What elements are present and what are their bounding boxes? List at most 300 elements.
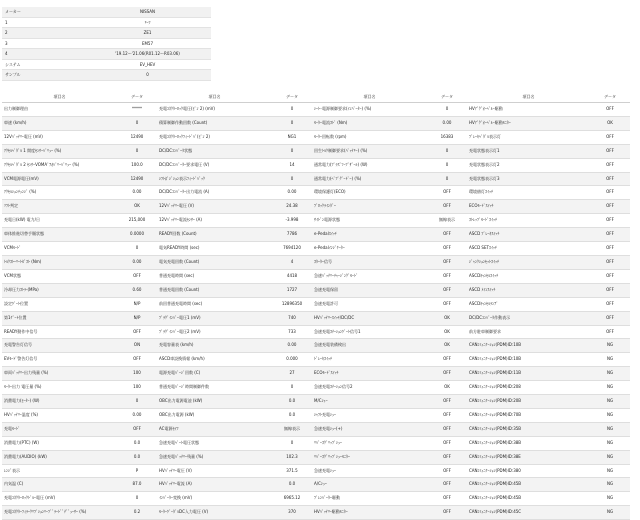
item-value-cell: NG — [590, 367, 630, 381]
item-name-cell: 充電状態表示灯2 — [467, 158, 590, 172]
item-name-cell: 充電ｺﾈｸﾀｰﾛｯｸ電圧(ﾋﾟﾝ 2) (mV) — [157, 103, 272, 117]
column-header-item: 項目名 — [157, 92, 272, 103]
item-name-cell: 充電ﾓｰﾄﾞ — [2, 422, 117, 436]
item-value-cell: OFF — [117, 269, 157, 283]
item-value-cell: NG — [590, 506, 630, 520]
info-label: 3 — [2, 38, 84, 49]
item-name-cell: 充電ｺﾈｸﾀｰﾛｯｸﾄﾞﾙｰ電圧 (mV) — [2, 492, 117, 506]
item-name-cell: ﾓｰﾀｰｹﾞｰﾀﾞﾙDC入力電圧 (V) — [157, 506, 272, 520]
item-name-cell: ｻｲﾄﾞﾝ電源状態 — [312, 214, 427, 228]
item-name-cell: 冷却圧力ｽﾄﾗ-(MPa) — [2, 283, 117, 297]
table-row — [2, 506, 630, 520]
item-value-cell: OFF — [427, 506, 467, 520]
item-name-cell: 出力制御理由 — [2, 103, 117, 117]
item-value-cell: OFF — [590, 297, 630, 311]
item-value-cell: 0.0 — [272, 408, 312, 422]
item-value-cell: NG — [590, 339, 630, 353]
item-value-cell: OK — [427, 311, 467, 325]
item-value-cell: 0.00 — [117, 186, 157, 200]
info-value: NISSAN — [84, 7, 211, 17]
item-name-cell: ﾌﾟﾗｸﾞｲﾝﾊﾞｰ電圧1 (mV) — [157, 311, 272, 325]
column-header-data: データ — [117, 92, 157, 103]
item-name-cell: ﾌﾟﾚﾝﾊﾞｰﾀｰ駆動 — [312, 492, 427, 506]
item-name-cell: 第1ｹﾞｰﾄ位置 — [2, 311, 117, 325]
item-value-cell: 0 — [427, 103, 467, 117]
item-name-cell: 消費電力(ﾋｰﾀｰ) (W) — [2, 395, 117, 409]
item-name-cell: 通常電力(ﾌﾟﾗｽﾞﾏｰﾌﾞｻﾞｰﾙ) (W) — [312, 158, 427, 172]
info-row — [2, 59, 211, 70]
item-name-cell: 電気充電回数 (Count) — [157, 255, 272, 269]
item-name-cell: HVﾊﾞｯﾃﾘｰｽｲｯﾁ/DC/DC — [312, 311, 427, 325]
item-name-cell: 前方駐車制御要求 — [467, 325, 590, 339]
item-name-cell: ﾌﾞﾛｯｸﾗｲﾝﾀﾞｰ — [312, 200, 427, 214]
table-row — [2, 297, 630, 311]
info-row — [2, 49, 211, 60]
item-value-cell: 0 — [272, 103, 312, 117]
item-name-cell: 充電ｺﾈｸﾀｰﾛｯｸﾌｨｰﾄﾞﾊﾞ(ﾋﾟﾝ 2) — [157, 130, 272, 144]
vehicle-info-body — [2, 7, 211, 80]
item-name-cell: 急速充電ｼｭｰ(+) — [312, 422, 427, 436]
item-name-cell: ASCD ﾌﾞﾚｰｷｽｲｯﾁ — [467, 228, 590, 242]
item-value-cell: NG — [590, 478, 630, 492]
info-value: '19.12〜'21.06(R01.12〜R03.06) — [84, 49, 211, 60]
item-name-cell: ﾚﾝｼﾞ表示 — [2, 464, 117, 478]
item-value-cell: OFF — [427, 492, 467, 506]
item-value-cell: -3.998 — [272, 214, 312, 228]
item-value-cell: OK — [427, 339, 467, 353]
item-value-cell: OFF — [590, 103, 630, 117]
item-value-cell: 0.60 — [117, 283, 157, 297]
item-name-cell: 12Vﾊﾞｯﾃﾘｰ電流ｾﾝｻｰ (A) — [157, 214, 272, 228]
item-name-cell: ｱｸｾﾙﾍﾟﾀﾞﾙ 2 ｾﾝｻｰVOMAﾟﾌｵﾊﾟﾘｰﾊﾞﾘｭｰ (%) — [2, 158, 117, 172]
item-value-cell: NG — [590, 381, 630, 395]
item-value-cell: N/P — [117, 297, 157, 311]
item-value-cell: 0 — [427, 144, 467, 158]
item-value-cell: OFF — [427, 200, 467, 214]
item-value-cell: OFF — [590, 242, 630, 256]
item-value-cell: OFF — [590, 130, 630, 144]
item-name-cell: 前回普通充電時間 (sec) — [157, 297, 272, 311]
item-name-cell: HVﾊﾞｯﾃﾘｰ駆動ﾓﾆﾀｰ — [312, 506, 427, 520]
table-row — [2, 200, 630, 214]
item-value-cell: OFF — [590, 172, 630, 186]
item-name-cell: DC/DCｺﾝﾊﾞｰﾀｰ出力電流 (A) — [157, 186, 272, 200]
item-value-cell: OFF — [427, 436, 467, 450]
item-value-cell: 0.00 — [117, 408, 157, 422]
table-header-row — [2, 92, 630, 103]
table-row — [2, 450, 630, 464]
item-name-cell: 通常電力(ﾍﾞﾌﾟｸﾞｰﾄﾞｰ) (%) — [312, 172, 427, 186]
item-value-cell: 0 — [272, 381, 312, 395]
item-value-cell: 7694120 — [272, 242, 312, 256]
item-value-cell: 0 — [272, 144, 312, 158]
item-value-cell: 0 — [272, 436, 312, 450]
item-value-cell: 0.00 — [427, 116, 467, 130]
item-value-cell: NG — [590, 436, 630, 450]
item-name-cell: 消費電力(PTC) (W) — [2, 436, 117, 450]
item-name-cell: 急速充電装備検出 — [312, 339, 427, 353]
item-name-cell: CANｺﾐｭﾆｹｰｼｮﾝ(PDM)ID:380 — [467, 464, 590, 478]
item-name-cell: 積算制御作動回数 (Count) — [157, 116, 272, 130]
item-name-cell: 充電容量表 (km/h) — [157, 339, 272, 353]
data-monitor-table — [2, 92, 630, 520]
table-row — [2, 492, 630, 506]
item-name-cell: e-Pedalｲﾝｼﾞｹｰﾀｰ — [312, 242, 427, 256]
table-row — [2, 144, 630, 158]
item-value-cell: NG1 — [272, 130, 312, 144]
item-name-cell: DC/DCｺﾝﾊﾞｰﾀ作動表示 — [467, 311, 590, 325]
info-label: 2 — [2, 28, 84, 39]
item-name-cell: 消費電力(AUDIO) (kW) — [2, 450, 117, 464]
table-row — [2, 367, 630, 381]
item-value-cell: OK — [590, 116, 630, 130]
item-value-cell: OFF — [590, 186, 630, 200]
table-row — [2, 395, 630, 409]
item-value-cell: OFF — [590, 144, 630, 158]
column-header-item: 項目名 — [312, 92, 427, 103]
item-name-cell: ASCD ﾒｲﾝｽｲｯﾁ — [467, 283, 590, 297]
item-value-cell: OFF — [427, 283, 467, 297]
item-value-cell: 無線表示 — [272, 422, 312, 436]
item-name-cell: AC電源ｾｲﾌ — [157, 422, 272, 436]
item-value-cell: 0 — [117, 116, 157, 130]
item-value-cell: 733 — [272, 325, 312, 339]
item-name-cell: CANｺﾐｭﾆｹｰｼｮﾝ(PDM)ID:11B — [467, 367, 590, 381]
item-value-cell: NG — [590, 422, 630, 436]
item-name-cell: 急速充電ﾍﾟｰﾄ電圧状態 — [157, 436, 272, 450]
item-value-cell: 102.3 — [272, 450, 312, 464]
item-name-cell: ASCDｷｬﾝｾﾙｽｲｯﾁ — [467, 269, 590, 283]
item-name-cell: 普通充電時間 (sec) — [157, 269, 272, 283]
item-value-cell: 87.0 — [117, 478, 157, 492]
item-value-cell: 無線表示 — [427, 214, 467, 228]
item-name-cell: VCMﾓｰﾄﾞ — [2, 242, 117, 256]
table-row — [2, 408, 630, 422]
item-value-cell: N/P — [117, 311, 157, 325]
item-value-cell: 0 — [427, 158, 467, 172]
item-value-cell: OFF — [117, 353, 157, 367]
item-value-cell: 12490 — [117, 172, 157, 186]
item-name-cell: 電源充電ﾊﾞｰｼﾞ回数 (C) — [157, 367, 272, 381]
item-name-cell: CANｺﾐｭﾆｹｰｼｮﾝ(PDM)ID:10B — [467, 353, 590, 367]
item-value-cell: OFF — [590, 158, 630, 172]
item-value-cell: 0 — [117, 395, 157, 409]
item-value-cell: 100.0 — [117, 158, 157, 172]
item-value-cell: 16383 — [427, 130, 467, 144]
info-row — [2, 28, 211, 39]
info-label: サンプル — [2, 70, 84, 81]
item-value-cell: OFF — [590, 200, 630, 214]
table-row — [2, 436, 630, 450]
item-name-cell: ｱｸｾﾙｼｮﾝﾁｪﾝｼﾞ (%) — [2, 186, 117, 200]
item-name-cell: ｼﾌﾄﾎﾟｼﾞｼｮﾝ表示ﾌｨｰﾄﾞﾊﾞｯｸ — [157, 172, 272, 186]
item-value-cell: 0.0 — [117, 450, 157, 464]
item-value-cell: OFF — [590, 311, 630, 325]
item-name-cell: ｽﾄﾚｯﾌﾟﾓｰﾄﾞｽｲｯﾁ — [467, 214, 590, 228]
item-value-cell: OFF — [427, 353, 467, 367]
item-value-cell: OFF — [427, 464, 467, 478]
item-name-cell: OBC出力電源電池 (kW) — [157, 395, 272, 409]
table-row — [2, 381, 630, 395]
item-name-cell: 急速充電ｽﾃｰｼｮﾝｹﾞｰﾄ信号1 — [312, 325, 427, 339]
item-name-cell: ｿﾌﾄ判定 — [2, 200, 117, 214]
info-row — [2, 70, 211, 81]
table-row — [2, 464, 630, 478]
item-value-cell: 0 — [427, 172, 467, 186]
item-value-cell: 12896350 — [272, 297, 312, 311]
item-name-cell: M/Cｼｭｰ — [312, 395, 427, 409]
item-name-cell: 普通充電回数 (Count) — [157, 283, 272, 297]
item-name-cell: ｼﾞｬﾝｸｼｮﾝｾｯﾄｽｲｯﾁ — [467, 255, 590, 269]
item-name-cell: ECOﾓｰﾄﾞｽｲｯﾁ — [467, 200, 590, 214]
item-name-cell: 環境値灯ｽｲｯﾁ — [467, 186, 590, 200]
item-name-cell: ｼｬﾌﾄ充電ｼｭｰ — [312, 408, 427, 422]
item-name-cell: OBC出力電源 (kW) — [157, 408, 272, 422]
item-value-cell: 4 — [272, 255, 312, 269]
table-row — [2, 158, 630, 172]
table-row — [2, 130, 630, 144]
item-name-cell: 12Vﾊﾞｯﾃﾘｰ電圧 (V) — [157, 200, 272, 214]
item-name-cell: CANｺﾐｭﾆｹｰｼｮﾝ(PDM)ID:10B — [467, 339, 590, 353]
item-name-cell: ﾄﾙｸｽﾄｰﾘｰﾄｶﾞｽﾄ (Nm) — [2, 255, 117, 269]
item-name-cell: ﾓｰﾀｰ電流ｽﾄﾞ (Nm) — [312, 116, 427, 130]
info-value: ZE1 — [84, 28, 211, 39]
item-value-cell: 0.00 — [117, 255, 157, 269]
item-value-cell: 1727 — [272, 283, 312, 297]
item-name-cell: 車速 (km/h) — [2, 116, 117, 130]
item-name-cell: ｼｰﾄ･電源制御要求(ｲﾝﾊﾞｰﾀｰ) (%) — [312, 103, 427, 117]
item-name-cell: READY動作中信号 — [2, 325, 117, 339]
item-name-cell: 車両ﾊﾞｯﾃﾘｰ出力残量 (%) — [2, 367, 117, 381]
item-name-cell: ﾌﾟﾗｸﾞｲﾝﾊﾞｰ電圧2 (mV) — [157, 325, 272, 339]
column-header-data: データ — [590, 92, 630, 103]
item-name-cell: DC/DCｺﾝﾊﾞｰﾀ状態 — [157, 144, 272, 158]
item-value-cell: OFF — [590, 325, 630, 339]
info-label: システム — [2, 59, 84, 70]
item-name-cell: CANｺﾐｭﾆｹｰｼｮﾝ(PDM)ID:38B — [467, 436, 590, 450]
item-value-cell: 7786 — [272, 228, 312, 242]
item-name-cell: CANｺﾐｭﾆｹｰｼｮﾝ(PDM)ID:70B — [467, 408, 590, 422]
item-name-cell: CANｺﾐｭﾆｹｰｼｮﾝ(PDM)ID:35B — [467, 422, 590, 436]
column-header-item: 項目名 — [467, 92, 590, 103]
item-name-cell: CANｺﾐｭﾆｹｰｼｮﾝ(PDM)ID:38E — [467, 450, 590, 464]
item-name-cell: 急速充電ｼｭｰ — [312, 464, 427, 478]
info-label: 1 — [2, 17, 84, 28]
item-name-cell: 設定ｹﾞｰﾄ位置 — [2, 297, 117, 311]
column-header-item: 項目名 — [2, 92, 117, 103]
item-name-cell: CANｺﾐｭﾆｹｰｼｮﾝ(PDM)ID:45B — [467, 478, 590, 492]
item-name-cell: 環境保護灯(ECO) — [312, 186, 427, 200]
table-row — [2, 422, 630, 436]
item-value-cell: 0.00 — [272, 339, 312, 353]
item-name-cell: ﾓｰﾀｰ出力 電圧量 (%) — [2, 381, 117, 395]
item-name-cell: ﾘﾊﾞｰｽｸﾞﾘｯﾌﾟｼｭｰﾓﾆﾀｰ — [312, 450, 427, 464]
item-value-cell: OFF — [427, 228, 467, 242]
item-name-cell: 急速充電許可 — [312, 297, 427, 311]
item-name-cell: CANｺﾐｭﾆｹｰｼｮﾝ(PDM)ID:45B — [467, 492, 590, 506]
item-value-cell: OFF — [427, 395, 467, 409]
item-value-cell: OFF — [427, 422, 467, 436]
item-value-cell: NG — [590, 464, 630, 478]
table-row — [2, 242, 630, 256]
item-name-cell: 12Vﾊﾞｯﾃﾘｰ電圧 (mV) — [2, 130, 117, 144]
item-value-cell: 0 — [117, 492, 157, 506]
item-name-cell: VCM状態 — [2, 269, 117, 283]
item-value-cell: OFF — [427, 269, 467, 283]
item-value-cell: OFF — [590, 255, 630, 269]
item-value-cell: 24.38 — [272, 200, 312, 214]
item-name-cell: EVﾓｰﾄﾞ警告灯信号 — [2, 353, 117, 367]
item-name-cell: 急速充電ｽﾃｰｼｮﾝ信号2 — [312, 381, 427, 395]
info-value: ﾘｰﾌ — [84, 17, 211, 28]
item-name-cell: CANｺﾐｭﾆｹｰｼｮﾝ(PDM)ID:20B — [467, 395, 590, 409]
item-name-cell: ﾓｰﾀｰ回転数 (rpm) — [312, 130, 427, 144]
item-value-cell: NG — [590, 408, 630, 422]
info-label: 4 — [2, 49, 84, 60]
item-name-cell: 充電状態表示灯3 — [467, 172, 590, 186]
item-value-cell: 12490 — [117, 130, 157, 144]
item-name-cell: 急速充電ﾊﾞｯﾃﾘｰ残量 (%) — [157, 450, 272, 464]
item-value-cell: OFF — [427, 186, 467, 200]
item-name-cell: 充電ｺﾈｸﾀｰﾌｨﾗｰｸﾘﾌﾟｼｮﾝﾘｰﾌﾞﾞﾗｰﾄﾞﾞﾃﾞﾞｭｰｻｰ (%) — [2, 506, 117, 520]
table-row — [2, 228, 630, 242]
item-value-cell: OFF — [427, 408, 467, 422]
item-value-cell: OFF — [427, 367, 467, 381]
item-name-cell: 内気温 (C) — [2, 478, 117, 492]
item-value-cell: 370 — [272, 506, 312, 520]
item-value-cell: 0.000 — [272, 353, 312, 367]
item-name-cell: 充電状態表示灯1 — [467, 144, 590, 158]
item-value-cell: OFF — [427, 242, 467, 256]
item-value-cell: 0.0 — [117, 436, 157, 450]
item-value-cell: 0.0 — [272, 478, 312, 492]
item-name-cell: ASCD SETｽｲｯﾁ — [467, 242, 590, 256]
table-row — [2, 186, 630, 200]
item-value-cell: 0.2 — [117, 506, 157, 520]
item-value-cell: OK — [117, 200, 157, 214]
item-value-cell: OK — [427, 325, 467, 339]
item-name-cell: ｲﾝﾊﾞｰﾀｰ変換 (mV) — [157, 492, 272, 506]
item-value-cell: OFF — [590, 214, 630, 228]
item-value-cell: 0.00 — [272, 186, 312, 200]
item-value-cell: 6965.12 — [272, 492, 312, 506]
item-name-cell: ﾄﾞﾚｰｷｽｲｯﾁ — [312, 353, 427, 367]
item-name-cell: DC/DCｺﾝﾊﾞｰﾀｰ要求電圧 (V) — [157, 158, 272, 172]
table-row — [2, 283, 630, 297]
info-row — [2, 7, 211, 17]
item-value-cell: NG — [590, 450, 630, 464]
table-row — [2, 116, 630, 130]
item-name-cell: ECOﾓｰﾄﾞｽｲｯﾁ — [312, 367, 427, 381]
item-name-cell: ﾌﾞﾚｰｷﾍﾟﾀﾞﾙ表示灯 — [467, 130, 590, 144]
item-value-cell: 0 — [272, 172, 312, 186]
item-value-cell: OFF — [427, 478, 467, 492]
info-value: EM57 — [84, 38, 211, 49]
item-value-cell: OFF — [117, 422, 157, 436]
item-name-cell: ﾘﾊﾞｰｽｸﾞﾘｯﾌﾟｼｭｰ — [312, 436, 427, 450]
item-name-cell: ｽﾀｰﾀｰ信号 — [312, 255, 427, 269]
item-name-cell: CANｺﾐｭﾆｹｰｼｮﾝ(PDM)ID:45C — [467, 506, 590, 520]
item-value-cell: 215,000 — [117, 214, 157, 228]
item-name-cell: ASCD車設換情報 (km/h) — [157, 353, 272, 367]
item-value-cell: 4418 — [272, 269, 312, 283]
item-value-cell: OFF — [427, 255, 467, 269]
item-value-cell: 0 — [272, 116, 312, 130]
table-row — [2, 269, 630, 283]
item-value-cell: NG — [590, 492, 630, 506]
item-name-cell: e-Pedalｽｲｯﾁ — [312, 228, 427, 242]
item-name-cell: HVﾊﾞｯﾃﾘｰ電圧 (V) — [157, 464, 272, 478]
column-header-data: データ — [272, 92, 312, 103]
item-value-cell: P — [117, 464, 157, 478]
item-name-cell: 充電日(kW) 電力/日 — [2, 214, 117, 228]
item-value-cell: OFF — [427, 297, 467, 311]
item-value-cell: 100 — [117, 367, 157, 381]
table-body — [2, 103, 630, 520]
item-value-cell: 371.5 — [272, 464, 312, 478]
item-value-cell: OFF — [590, 269, 630, 283]
item-name-cell: HVﾊﾞｯﾃﾘｰ電流 (A) — [157, 478, 272, 492]
table-row — [2, 478, 630, 492]
info-label: メーカー — [2, 7, 84, 17]
table-row — [2, 311, 630, 325]
item-value-cell: 100 — [117, 381, 157, 395]
table-row — [2, 255, 630, 269]
item-name-cell: 急速ﾊﾞｯﾃﾘｰﾁｬｰｼﾞﾝｸﾞﾓｰﾄﾞ — [312, 269, 427, 283]
item-value-cell: 740 — [272, 311, 312, 325]
item-value-cell: OFF — [117, 325, 157, 339]
column-header-data: データ — [427, 92, 467, 103]
item-value-cell: 14 — [272, 158, 312, 172]
item-name-cell: HVｱﾞｸﾞｵｰﾍﾞﾙｰ駆動 — [467, 103, 590, 117]
item-name-cell: A/Cｼｭｰ — [312, 478, 427, 492]
info-row — [2, 17, 211, 28]
item-name-cell: VCM電源電圧(mV) — [2, 172, 117, 186]
item-value-cell: 0 — [117, 242, 157, 256]
item-name-cell: 充電警告灯信号 — [2, 339, 117, 353]
info-value: 0 — [84, 70, 211, 81]
item-value-cell: NG — [590, 353, 630, 367]
item-name-cell: HVﾊﾞｯﾃﾘｰ温度 (%) — [2, 408, 117, 422]
item-value-cell: OFF — [427, 450, 467, 464]
item-value-cell: 0.0000 — [117, 228, 157, 242]
item-name-cell: READY回数 (Count) — [157, 228, 272, 242]
table-row — [2, 103, 630, 117]
item-name-cell: CANｺﾐｭﾆｹｰｼｮﾝ(PDM)ID:208 — [467, 381, 590, 395]
item-name-cell: 回生ﾄﾙｸ制御要求(ﾊﾞｯﾃﾘｰ) (%) — [312, 144, 427, 158]
item-name-cell: HVｱﾞｸﾞｵｰﾍﾞﾙｰ駆動ﾓﾆﾀｰ — [467, 116, 590, 130]
table-row — [2, 353, 630, 367]
table-row — [2, 214, 630, 228]
item-value-cell: ***** — [117, 103, 157, 117]
info-value: EV_HEV — [84, 59, 211, 70]
item-name-cell: 電気READY時間 (sec) — [157, 242, 272, 256]
item-name-cell: 車体推進切替手順状態 — [2, 228, 117, 242]
item-name-cell: ASCDｷｬﾝｾﾙﾗﾝﾌﾟ — [467, 297, 590, 311]
table-row — [2, 325, 630, 339]
item-value-cell: 0.0 — [272, 395, 312, 409]
item-name-cell: 普通充電ﾊﾞｰｼﾞ時間制御件数 — [157, 381, 272, 395]
info-row — [2, 38, 211, 49]
vehicle-info-table — [2, 7, 211, 81]
table-row — [2, 339, 630, 353]
item-value-cell: 0 — [117, 144, 157, 158]
item-value-cell: OK — [427, 381, 467, 395]
item-value-cell: NG — [590, 395, 630, 409]
item-value-cell: OFF — [590, 283, 630, 297]
item-name-cell: 急速充電保留 — [312, 283, 427, 297]
table-row — [2, 172, 630, 186]
